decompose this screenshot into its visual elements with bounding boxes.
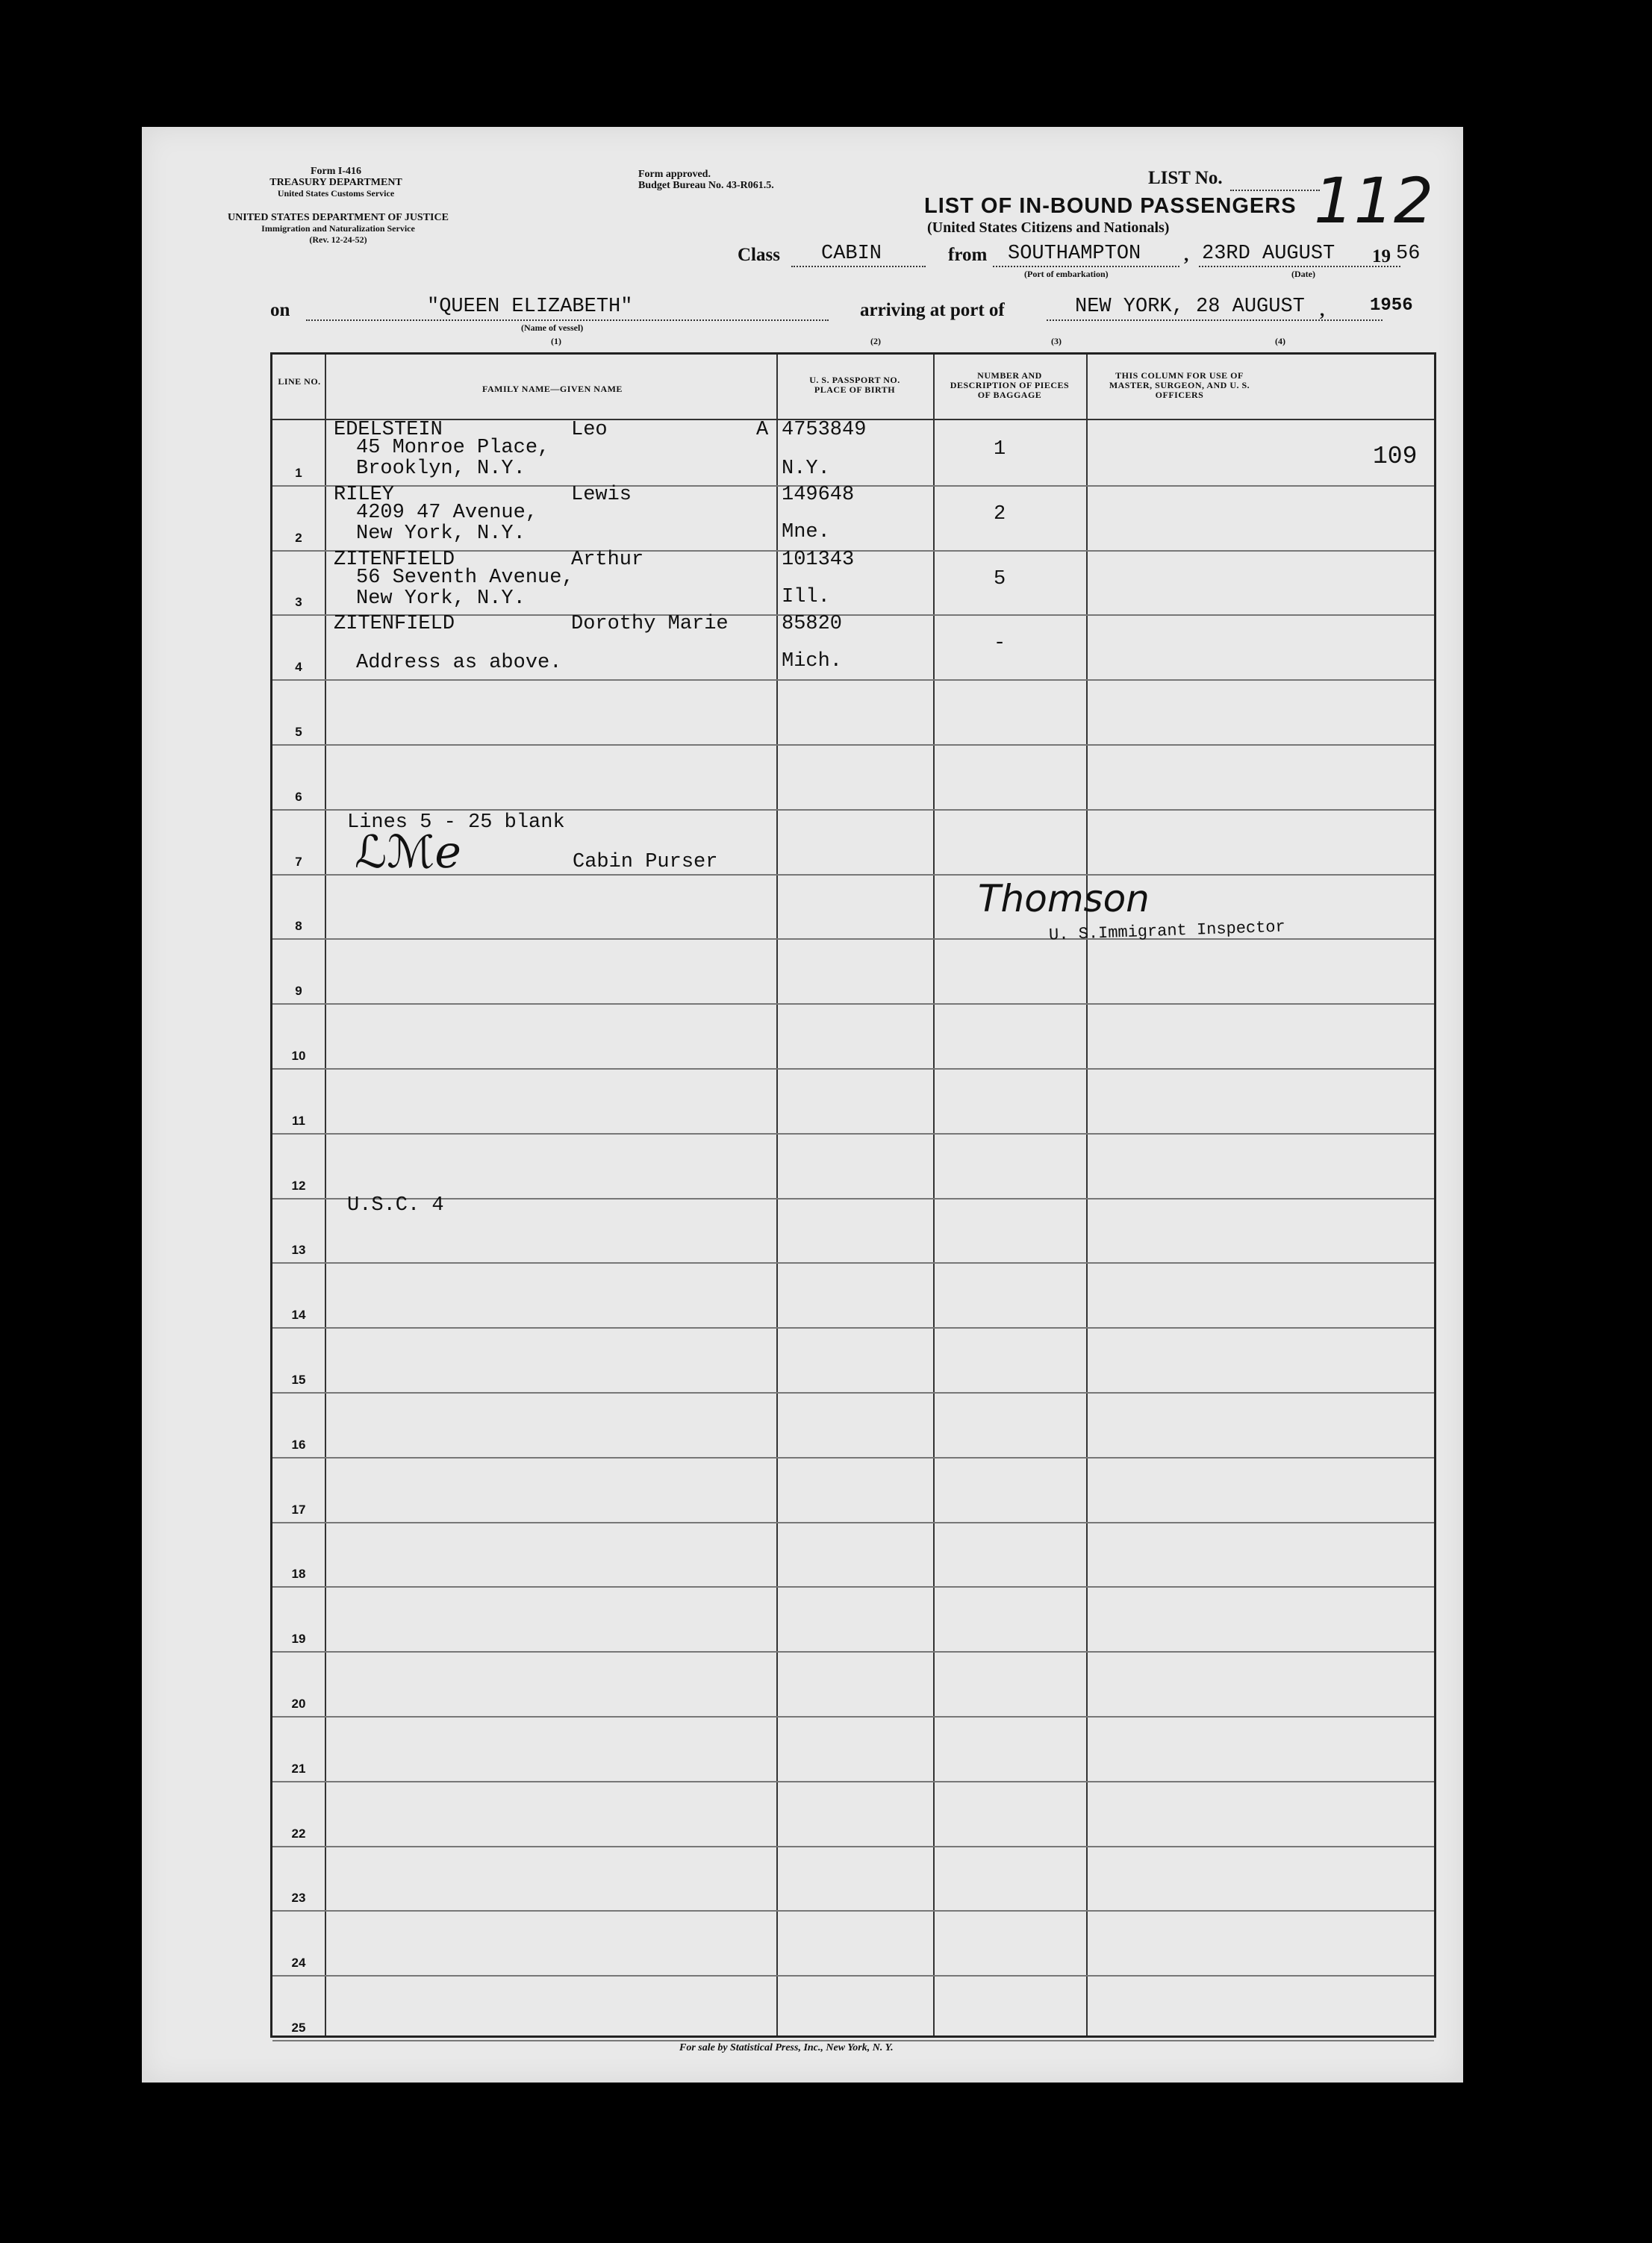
family-name: ZITENFIELD bbox=[334, 549, 455, 571]
address-line: Address as above. bbox=[356, 652, 562, 674]
col-divider bbox=[325, 355, 326, 2035]
vessel-value: "QUEEN ELIZABETH" bbox=[427, 296, 633, 318]
row-divider bbox=[272, 1457, 1434, 1459]
justice-block bbox=[215, 212, 461, 246]
col-num-4: (4) bbox=[1275, 336, 1285, 346]
row-divider bbox=[272, 1586, 1434, 1588]
row-number: 18 bbox=[291, 1567, 306, 1582]
arrival-line bbox=[1047, 319, 1383, 321]
footer-note: For sale by Statistical Press, Inc., New York, N. Y. bbox=[679, 2042, 894, 2053]
class-line bbox=[791, 266, 926, 267]
row-number: 12 bbox=[291, 1178, 306, 1193]
officer-note: 109 bbox=[1373, 443, 1418, 470]
row-number: 25 bbox=[291, 2021, 306, 2035]
row-number: 24 bbox=[291, 1956, 306, 1971]
row-divider bbox=[272, 1781, 1434, 1782]
address-line: New York, N.Y. bbox=[356, 587, 526, 610]
row-divider bbox=[272, 1910, 1434, 1912]
from-line bbox=[993, 266, 1179, 267]
header-passport: U. S. PASSPORT NO. PLACE OF BIRTH bbox=[809, 375, 900, 395]
baggage-count: - bbox=[994, 632, 1006, 655]
row-divider bbox=[272, 1003, 1434, 1005]
row-number: 17 bbox=[291, 1502, 306, 1517]
date-line bbox=[1199, 266, 1400, 267]
row-divider bbox=[272, 1068, 1434, 1070]
header-line-no: LINE NO. bbox=[278, 376, 321, 387]
row-number: 23 bbox=[291, 1891, 306, 1906]
row-number: 15 bbox=[291, 1373, 306, 1387]
birth-place: Mich. bbox=[782, 650, 843, 673]
passenger-table bbox=[270, 352, 1436, 2038]
row-divider bbox=[272, 1522, 1434, 1523]
row-divider bbox=[272, 2040, 1434, 2041]
purser-signature: ℒℳℯ bbox=[355, 826, 461, 879]
row-number: 8 bbox=[295, 919, 302, 934]
family-name: EDELSTEIN bbox=[334, 419, 443, 441]
baggage-count: 2 bbox=[994, 503, 1006, 525]
form-subtitle: (United States Citizens and Nationals) bbox=[927, 219, 1170, 236]
address-line: 56 Seventh Avenue, bbox=[356, 567, 574, 589]
form-title: LIST OF IN-BOUND PASSENGERS bbox=[924, 194, 1297, 218]
row-divider bbox=[272, 1198, 1434, 1200]
approved-label: Form approved. bbox=[638, 169, 711, 180]
given-name: Leo bbox=[571, 419, 608, 441]
passport-number: 101343 bbox=[782, 549, 855, 571]
date-value: 23RD AUGUST bbox=[1202, 243, 1335, 265]
year-value: 56 bbox=[1396, 243, 1421, 265]
row-divider bbox=[272, 809, 1434, 811]
row-divider bbox=[272, 1262, 1434, 1264]
row-divider bbox=[272, 1327, 1434, 1329]
budget-label: Budget Bureau No. 43-R061.5. bbox=[638, 180, 774, 191]
row-number: 3 bbox=[295, 595, 302, 610]
birth-place: Ill. bbox=[782, 586, 830, 608]
passport-number: 85820 bbox=[782, 613, 843, 635]
lines-blank-note: Lines 5 - 25 blank bbox=[347, 811, 565, 834]
from-value: SOUTHAMPTON bbox=[1008, 243, 1141, 265]
list-no-line bbox=[1230, 190, 1320, 191]
row-number: 9 bbox=[295, 984, 302, 999]
embark-caption: (Port of embarkation) bbox=[1024, 269, 1109, 279]
row-number: 20 bbox=[291, 1697, 306, 1711]
row-number: 16 bbox=[291, 1437, 306, 1452]
given-name: Lewis bbox=[571, 484, 632, 506]
address-line: 4209 47 Avenue, bbox=[356, 502, 538, 524]
header-name: FAMILY NAME—GIVEN NAME bbox=[482, 384, 623, 394]
row-divider bbox=[272, 1975, 1434, 1977]
passport-prefix: A bbox=[756, 419, 769, 441]
list-no-value: 112 bbox=[1314, 164, 1434, 237]
arrival-value: NEW YORK, 28 AUGUST bbox=[1075, 296, 1305, 318]
row-divider bbox=[272, 1716, 1434, 1718]
row-number: 13 bbox=[291, 1243, 306, 1258]
address-line: Brooklyn, N.Y. bbox=[356, 458, 526, 480]
purser-label: Cabin Purser bbox=[573, 851, 718, 873]
col-num-2: (2) bbox=[870, 336, 881, 346]
row-divider bbox=[272, 1651, 1434, 1653]
comma: , bbox=[1184, 245, 1189, 265]
approval-block bbox=[638, 169, 774, 191]
row-divider bbox=[272, 1846, 1434, 1847]
row-number: 14 bbox=[291, 1308, 306, 1323]
arrival-year: 1956 bbox=[1370, 296, 1413, 316]
row-divider bbox=[272, 1133, 1434, 1135]
vessel-line bbox=[306, 319, 829, 321]
ins-label: Immigration and Naturalization Service bbox=[261, 223, 415, 234]
row-number: 1 bbox=[295, 465, 302, 480]
passport-number: 4753849 bbox=[782, 419, 867, 441]
col-num-1: (1) bbox=[551, 336, 561, 346]
row-number: 10 bbox=[291, 1049, 306, 1063]
treasury-label: TREASURY DEPARTMENT bbox=[269, 177, 402, 188]
passenger-list-form bbox=[142, 127, 1463, 2083]
family-name: ZITENFIELD bbox=[334, 613, 455, 635]
row-number: 7 bbox=[295, 854, 302, 869]
address-line: 45 Monroe Place, bbox=[356, 437, 550, 459]
col-divider bbox=[776, 355, 778, 2035]
given-name: Dorothy Marie bbox=[571, 613, 729, 635]
row-number: 6 bbox=[295, 789, 302, 804]
agency-block bbox=[239, 166, 433, 199]
class-label: Class bbox=[738, 245, 780, 265]
baggage-count: 1 bbox=[994, 438, 1006, 461]
form-number: Form I-416 bbox=[310, 166, 362, 177]
birth-place: Mne. bbox=[782, 521, 830, 543]
revision-label: (Rev. 12-24-52) bbox=[309, 234, 367, 245]
row-divider bbox=[272, 744, 1434, 746]
year-prefix: 19 bbox=[1372, 246, 1391, 266]
comma: , bbox=[1320, 300, 1325, 320]
row-number: 5 bbox=[295, 725, 302, 739]
address-line: New York, N.Y. bbox=[356, 522, 526, 545]
on-label: on bbox=[270, 300, 290, 320]
class-value: CABIN bbox=[821, 243, 882, 265]
vessel-caption: (Name of vessel) bbox=[521, 322, 584, 333]
baggage-count: 5 bbox=[994, 568, 1006, 590]
passport-number: 149648 bbox=[782, 484, 855, 506]
list-no-label: LIST No. bbox=[1148, 168, 1223, 188]
col-divider bbox=[1086, 355, 1088, 2035]
customs-label: United States Customs Service bbox=[277, 188, 395, 199]
date-caption: (Date) bbox=[1291, 269, 1315, 279]
row-number: 4 bbox=[295, 660, 302, 675]
from-label: from bbox=[948, 245, 988, 265]
row-divider bbox=[272, 679, 1434, 681]
usc-note: U.S.C. 4 bbox=[347, 1194, 444, 1217]
birth-place: N.Y. bbox=[782, 458, 830, 480]
row-divider bbox=[272, 1392, 1434, 1394]
given-name: Arthur bbox=[571, 549, 644, 571]
col-num-3: (3) bbox=[1051, 336, 1062, 346]
family-name: RILEY bbox=[334, 484, 395, 506]
justice-label: UNITED STATES DEPARTMENT OF JUSTICE bbox=[228, 212, 449, 223]
header-baggage: NUMBER AND DESCRIPTION OF PIECES OF BAGGAGE bbox=[950, 370, 1070, 400]
col-divider bbox=[933, 355, 935, 2035]
arriving-label: arriving at port of bbox=[860, 300, 1005, 320]
header-officers: THIS COLUMN FOR USE OF MASTER, SURGEON, AND U. S. OFFICERS bbox=[1109, 370, 1250, 400]
row-number: 19 bbox=[291, 1632, 306, 1647]
row-number: 22 bbox=[291, 1826, 306, 1841]
row-number: 21 bbox=[291, 1761, 306, 1776]
row-number: 2 bbox=[295, 530, 302, 545]
inspector-signature: Thomson bbox=[978, 877, 1150, 920]
row-number: 11 bbox=[292, 1113, 305, 1128]
row-divider bbox=[272, 938, 1434, 940]
inspector-label: U. S.Immigrant Inspector bbox=[1048, 917, 1286, 945]
